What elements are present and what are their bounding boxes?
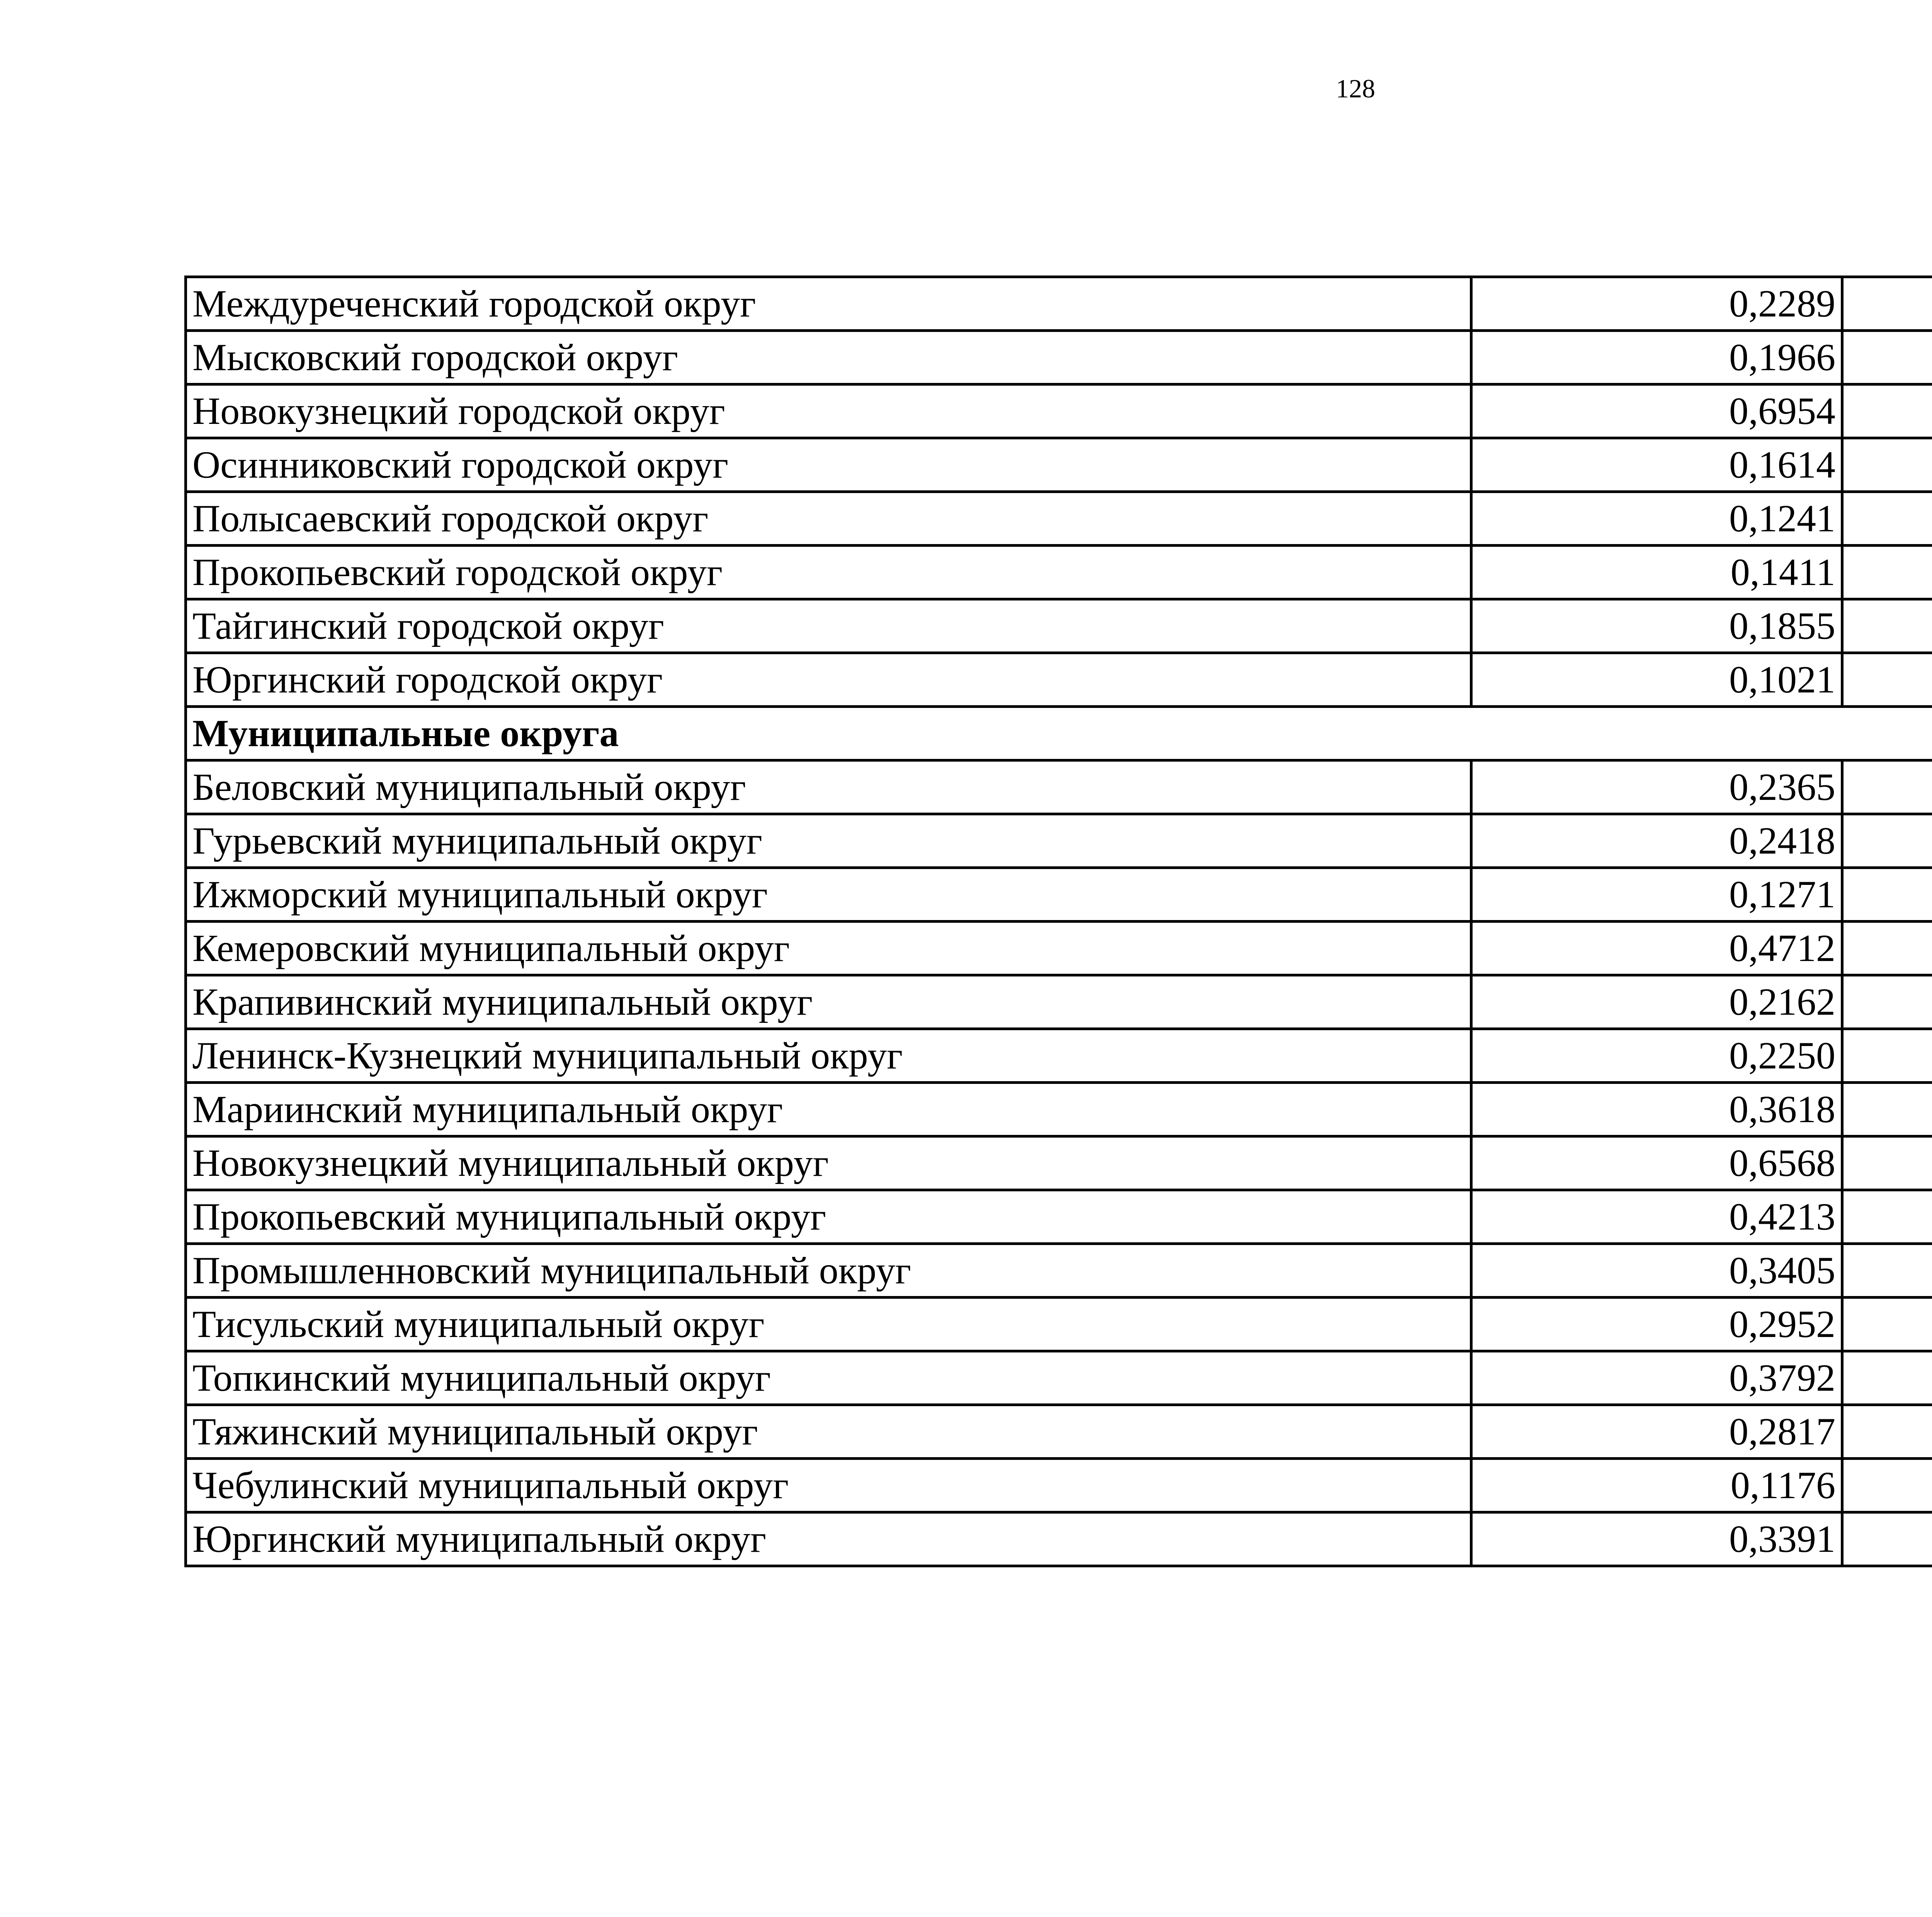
value-cell-1: 0,3792 xyxy=(1471,1351,1842,1405)
district-name-cell: Полысаевский городской округ xyxy=(186,492,1471,546)
value-cell-1: 0,4712 xyxy=(1471,922,1842,975)
district-name-cell: Тяжинский муниципальный округ xyxy=(186,1405,1471,1459)
section-header-row xyxy=(186,707,1932,760)
value-cell-1: 0,1241 xyxy=(1471,492,1842,546)
table-row xyxy=(186,1459,1932,1512)
value-cell-1: 0,6568 xyxy=(1471,1136,1842,1190)
district-name-cell: Промышленновский муниципальный округ xyxy=(186,1244,1471,1298)
district-name-cell: Ижморский муниципальный округ xyxy=(186,868,1471,922)
value-cell-1: 0,1271 xyxy=(1471,868,1842,922)
district-name-cell: Тисульский муниципальный округ xyxy=(186,1298,1471,1351)
value-cell-2 xyxy=(1842,760,1932,814)
value-cell-2 xyxy=(1842,1459,1932,1512)
table-row xyxy=(186,277,1932,331)
value-cell-1: 0,2952 xyxy=(1471,1298,1842,1351)
district-name-cell: Мысковский городской округ xyxy=(186,331,1471,384)
district-name-cell: Ленинск-Кузнецкий муниципальный округ xyxy=(186,1029,1471,1083)
table-row xyxy=(186,599,1932,653)
table-row xyxy=(186,1190,1932,1244)
district-name-cell: Прокопьевский городской округ xyxy=(186,546,1471,599)
value-cell-2 xyxy=(1842,331,1932,384)
table-row xyxy=(186,760,1932,814)
value-cell-1: 0,1021 xyxy=(1471,653,1842,707)
value-cell-2 xyxy=(1842,1190,1932,1244)
section-title: Муниципальные округа xyxy=(186,707,1932,760)
value-cell-1: 0,3391 xyxy=(1471,1512,1842,1566)
table-row xyxy=(186,1136,1932,1190)
value-cell-2 xyxy=(1842,1244,1932,1298)
value-cell-2 xyxy=(1842,975,1932,1029)
value-cell-1: 0,4213 xyxy=(1471,1190,1842,1244)
district-name-cell: Беловский муниципальный округ xyxy=(186,760,1471,814)
value-cell-1: 0,2365 xyxy=(1471,760,1842,814)
value-cell-1: 0,2162 xyxy=(1471,975,1842,1029)
table-row xyxy=(186,492,1932,546)
value-cell-1: 0,2250 xyxy=(1471,1029,1842,1083)
value-cell-1: 0,1614 xyxy=(1471,438,1842,492)
district-name-cell: Крапивинский муниципальный округ xyxy=(186,975,1471,1029)
district-name-cell: Новокузнецкий муниципальный округ xyxy=(186,1136,1471,1190)
table-row xyxy=(186,975,1932,1029)
table-row xyxy=(186,653,1932,707)
value-cell-2 xyxy=(1842,1083,1932,1136)
value-cell-1: 0,3405 xyxy=(1471,1244,1842,1298)
value-cell-1: 0,2418 xyxy=(1471,814,1842,868)
table-row xyxy=(186,546,1932,599)
table-row xyxy=(186,1029,1932,1083)
value-cell-2 xyxy=(1842,438,1932,492)
value-cell-2 xyxy=(1842,1298,1932,1351)
table-row xyxy=(186,1351,1932,1405)
table-row xyxy=(186,384,1932,438)
table-row xyxy=(186,1244,1932,1298)
value-cell-2 xyxy=(1842,546,1932,599)
district-name-cell: Осинниковский городской округ xyxy=(186,438,1471,492)
table-row xyxy=(186,1083,1932,1136)
district-name-cell: Топкинский муниципальный округ xyxy=(186,1351,1471,1405)
value-cell-2 xyxy=(1842,599,1932,653)
value-cell-2 xyxy=(1842,814,1932,868)
value-cell-1: 0,1176 xyxy=(1471,1459,1842,1512)
district-name-cell: Новокузнецкий городской округ xyxy=(186,384,1471,438)
table-row xyxy=(186,1405,1932,1459)
value-cell-1: 0,2289 xyxy=(1471,277,1842,331)
value-cell-2 xyxy=(1842,653,1932,707)
value-cell-1: 0,1855 xyxy=(1471,599,1842,653)
table-row xyxy=(186,1512,1932,1566)
value-cell-1: 0,1411 xyxy=(1471,546,1842,599)
table-row xyxy=(186,331,1932,384)
coefficients-table xyxy=(184,276,1932,1567)
value-cell-1: 0,1966 xyxy=(1471,331,1842,384)
table-body xyxy=(186,277,1932,1566)
value-cell-2 xyxy=(1842,492,1932,546)
district-name-cell: Тайгинский городской округ xyxy=(186,599,1471,653)
value-cell-1: 0,3618 xyxy=(1471,1083,1842,1136)
district-name-cell: Прокопьевский муниципальный округ xyxy=(186,1190,1471,1244)
value-cell-2 xyxy=(1842,922,1932,975)
district-name-cell: Междуреченский городской округ xyxy=(186,277,1471,331)
district-name-cell: Юргинский муниципальный округ xyxy=(186,1512,1471,1566)
value-cell-2 xyxy=(1842,277,1932,331)
value-cell-2 xyxy=(1842,868,1932,922)
district-name-cell: Мариинский муниципальный округ xyxy=(186,1083,1471,1136)
value-cell-2 xyxy=(1842,1351,1932,1405)
value-cell-2 xyxy=(1842,1512,1932,1566)
district-name-cell: Чебулинский муниципальный округ xyxy=(186,1459,1471,1512)
value-cell-1: 0,2817 xyxy=(1471,1405,1842,1459)
table-row xyxy=(186,1298,1932,1351)
table-row xyxy=(186,438,1932,492)
value-cell-2 xyxy=(1842,1136,1932,1190)
district-name-cell: Юргинский городской округ xyxy=(186,653,1471,707)
table-row xyxy=(186,922,1932,975)
district-name-cell: Гурьевский муниципальный округ xyxy=(186,814,1471,868)
value-cell-2 xyxy=(1842,384,1932,438)
value-cell-2 xyxy=(1842,1029,1932,1083)
table-row xyxy=(186,814,1932,868)
page-number: 128 xyxy=(1336,74,1375,103)
value-cell-2 xyxy=(1842,1405,1932,1459)
value-cell-1: 0,6954 xyxy=(1471,384,1842,438)
table-row xyxy=(186,868,1932,922)
district-name-cell: Кемеровский муниципальный округ xyxy=(186,922,1471,975)
